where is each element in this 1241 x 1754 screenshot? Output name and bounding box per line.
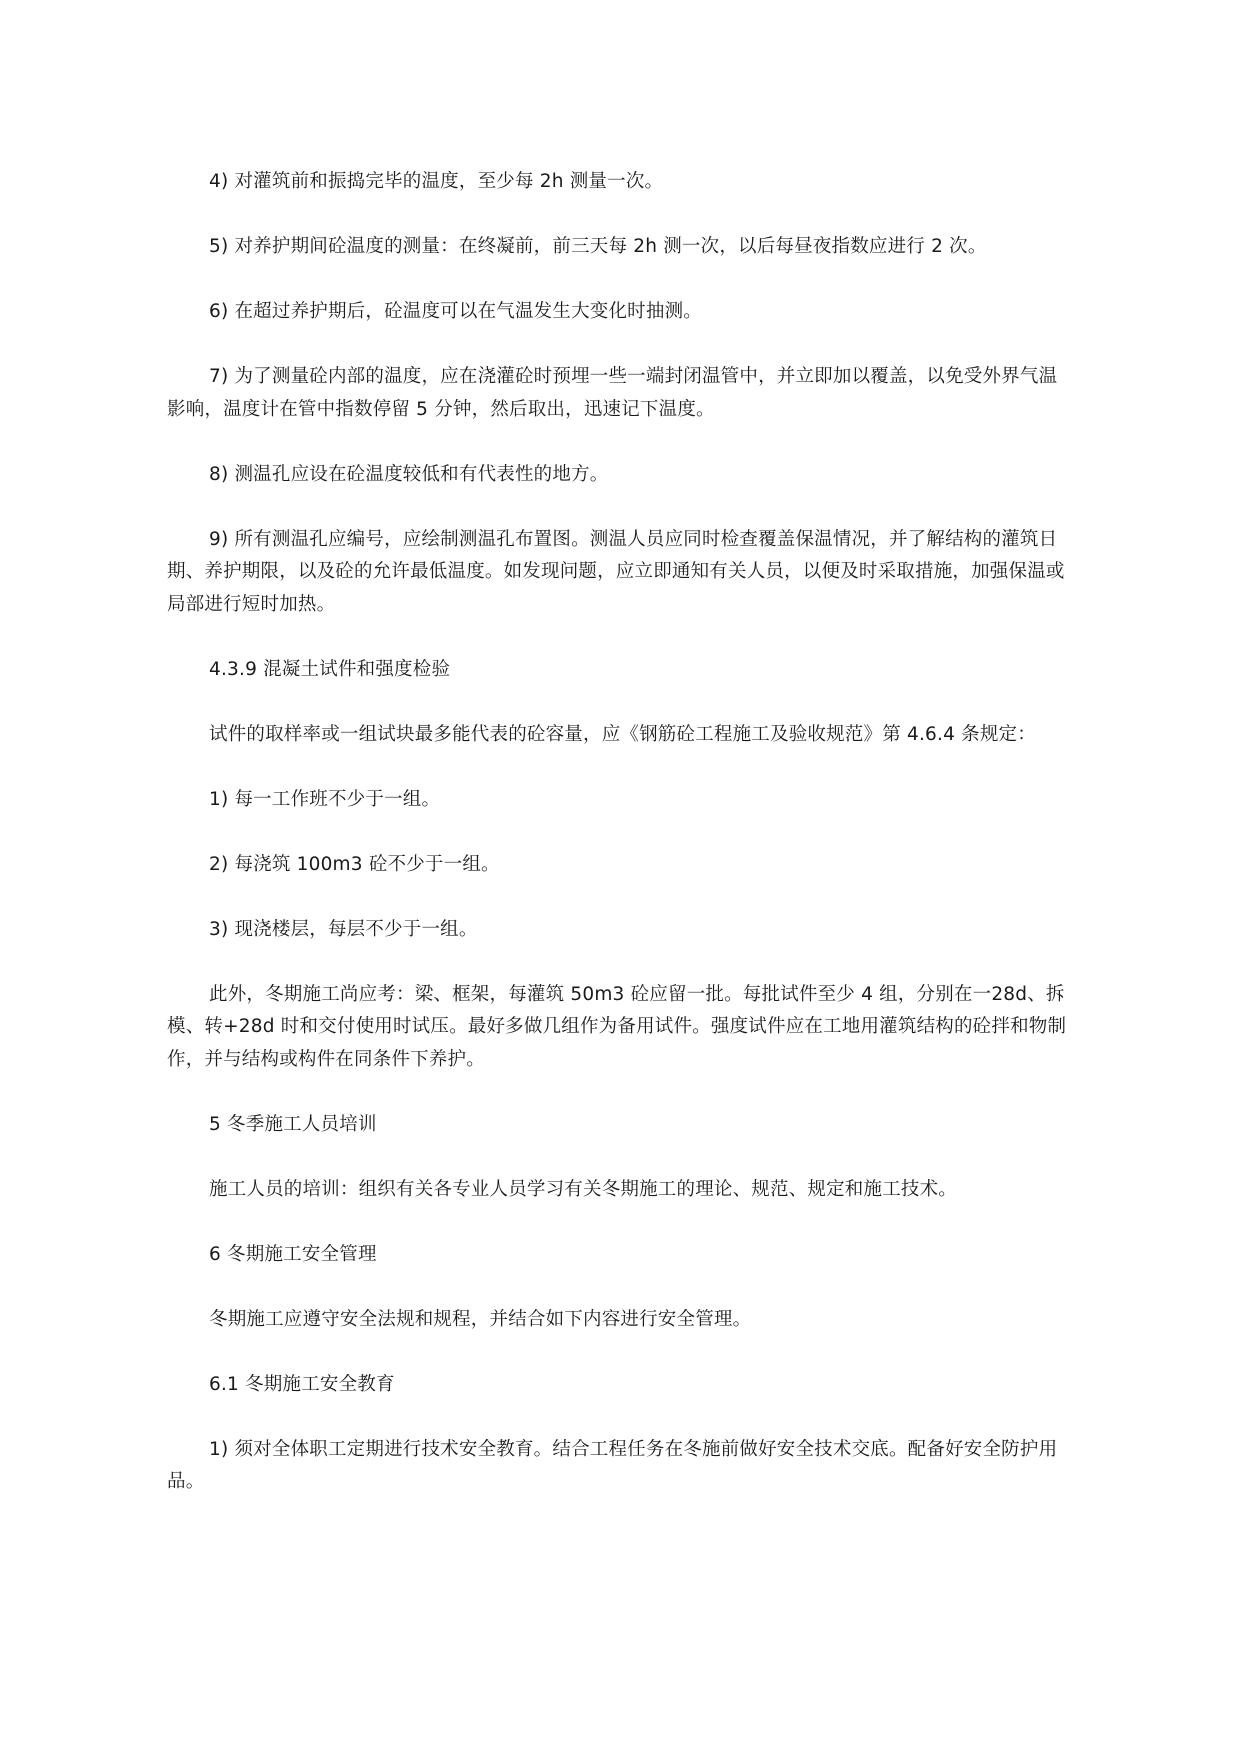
- section-heading-5: 5 冬季施工人员培训: [209, 1113, 377, 1135]
- section-heading-4-3-9: 4.3.9 混凝土试件和强度检验: [209, 658, 451, 680]
- safety-intro-paragraph: 冬期施工应遵守安全法规和规程，并结合如下内容进行安全管理。: [209, 1308, 752, 1330]
- sampling-rate-paragraph: 试件的取样率或一组试块最多能代表的砼容量，应《钢筋砼工程施工及验收规范》第 4.6.4 条规定：: [209, 723, 1036, 745]
- item-8-hole-location: 8) 测温孔应设在砼温度较低和有代表性的地方。: [209, 463, 609, 485]
- item-5-curing-temperature: 5) 对养护期间砼温度的测量：在终凝前，前三天每 2h 测一次，以后每昼夜指数应进行 2 次。: [209, 236, 987, 257]
- training-paragraph: 施工人员的培训：组织有关各专业人员学习有关冬期施工的理论、规范、规定和施工技术。: [209, 1178, 958, 1200]
- item-6-spot-check: 6) 在超过养护期后，砼温度可以在气温发生大变化时抽测。: [209, 301, 702, 322]
- rule-3-per-floor: 3) 现浇楼层，每层不少于一组。: [209, 918, 478, 940]
- rule-2-per-100m3: 2) 每浇筑 100m3 砼不少于一组。: [209, 853, 500, 875]
- document-page: [167, 166, 1075, 1499]
- item-9-hole-numbering: 9) 所有测温孔应编号，应绘制测温孔布置图。测温人员应同时检查覆盖保温情况，并了解结构的灌筑日期、养护期限，以及砼的允许最低温度。如发现问题，应立即通知有关人员，以便及时采取措施，加强保温或局部进行短时加热。: [167, 528, 1065, 615]
- section-heading-6: 6 冬期施工安全管理: [209, 1243, 377, 1265]
- safety-rule-1: 1) 须对全体职工定期进行技术安全教育。结合工程任务在冬施前做好安全技术交底。配备好安全防护用品。: [167, 1438, 1058, 1492]
- winter-extra-specimens-paragraph: 此外，冬期施工尚应考：梁、框架，每灌筑 50m3 砼应留一批。每批试件至少 4 组，分别在一28d、拆模、转+28d 时和交付使用时试压。最好多做几组作为备用试件。强度试件应在工地用灌筑结构的砼拌和物制作，并与结构或构件在同条件下养护。: [167, 983, 1067, 1070]
- section-heading-6-1: 6.1 冬期施工安全教育: [209, 1373, 395, 1395]
- rule-1-per-shift: 1) 每一工作班不少于一组。: [209, 788, 441, 810]
- item-4-pre-pour-temperature: 4) 对灌筑前和振捣完毕的温度，至少每 2h 测量一次。: [209, 171, 664, 192]
- item-7-internal-temperature: 7) 为了测量砼内部的温度，应在浇灌砼时预埋一些一端封闭温管中，并立即加以覆盖，以免受外界气温影响，温度计在管中指数停留 5 分钟，然后取出，迅速记下温度。: [167, 366, 1058, 420]
